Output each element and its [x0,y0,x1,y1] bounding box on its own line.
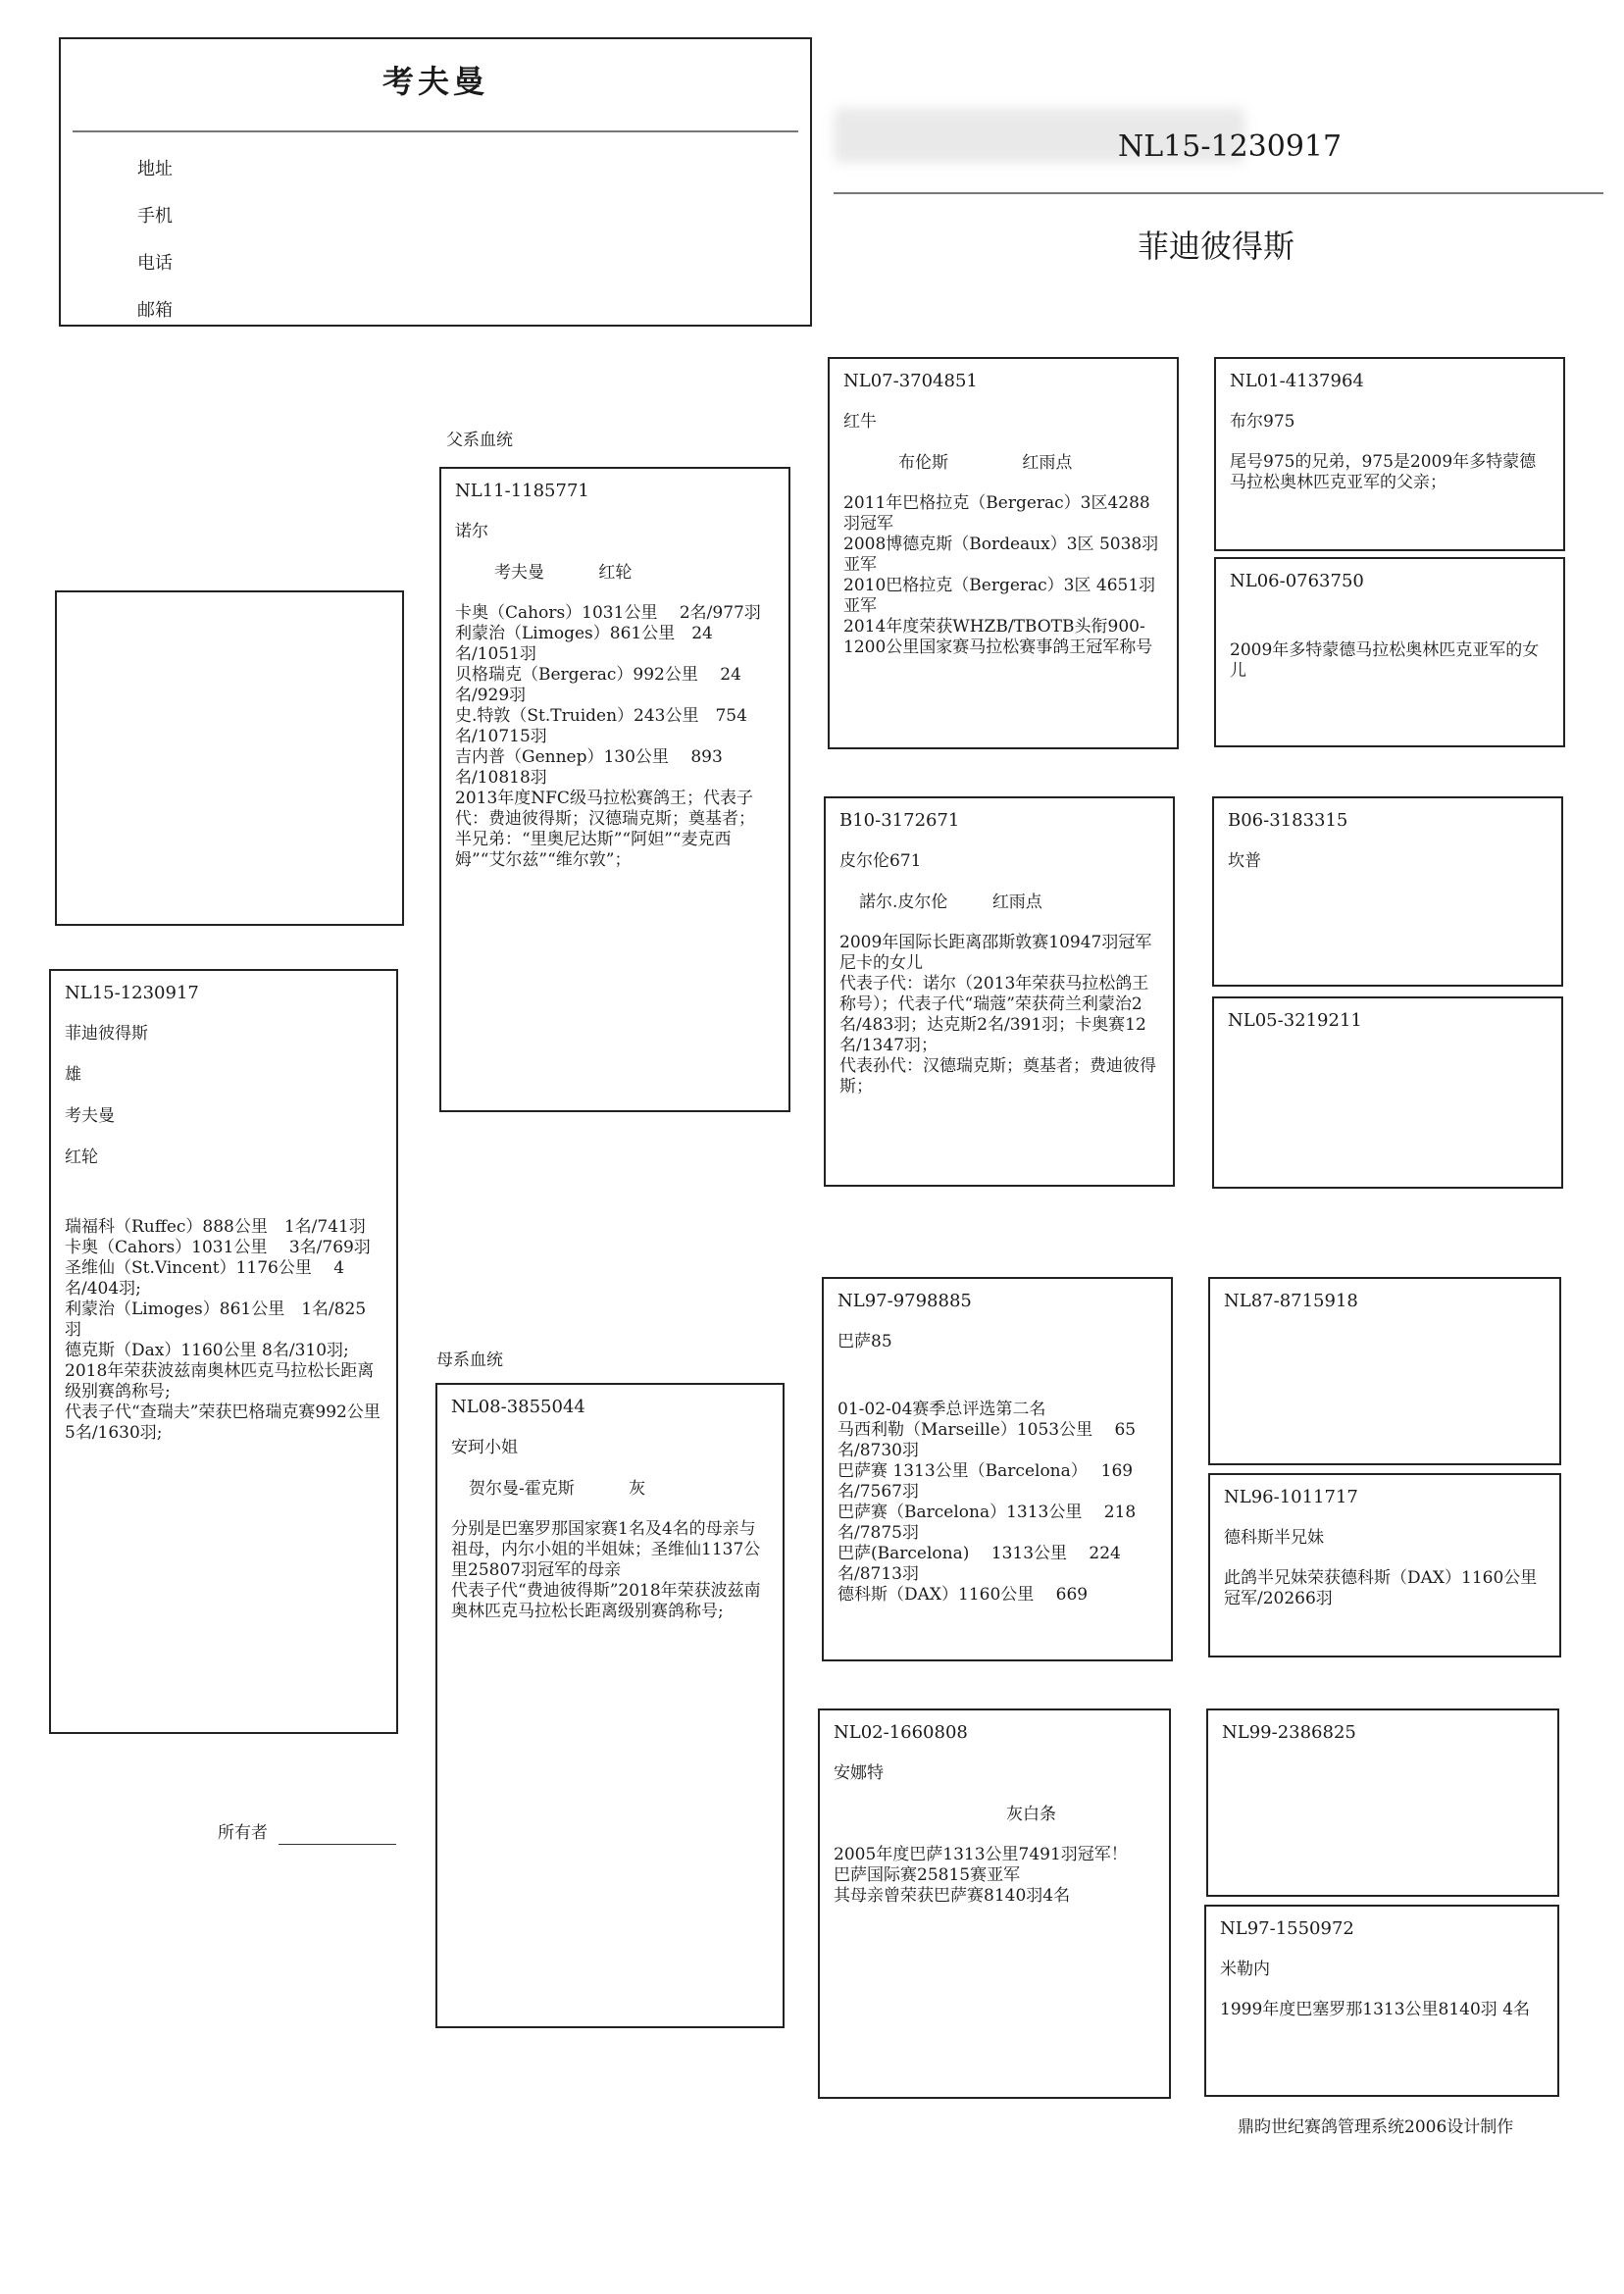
ssd-ring: NL06-0763750 [1230,571,1364,591]
sds-ring: B06-3183315 [1228,810,1348,831]
sire-sire-box [828,357,1179,749]
mobile-label: 手机 [137,206,173,227]
subject-results: 瑞福科（Ruffec）888公里 1名/741羽 卡奥（Cahors）1031公里 3名/769羽 圣维仙（St.Vincent）1176公里 4名/404羽; 利蒙治（Limoges）861公里 1名/825羽 德克斯（Dax）1160公里 8名/310羽; 2018年荣获波兹南奥林匹克马拉松长距离级别赛鸽称号; 代表子代“查瑞夫”荣获巴格瑞克赛992公里5名/1630羽; [65,1217,381,1443]
sd-breeder: 諾尔.皮尔伦 [859,892,948,912]
sd-ring: B10-3172671 [839,810,960,831]
ss-color: 红雨点 [1022,453,1073,473]
ddd-ring: NL97-1550972 [1220,1918,1354,1939]
ss-name: 红牛 [843,412,877,432]
dd-ring: NL02-1660808 [834,1722,968,1743]
owner-divider [73,130,798,132]
dam-dam-box [818,1708,1171,2099]
ss-breeder: 布伦斯 [898,453,948,473]
owner-header-box [59,37,812,327]
sdd-ring: NL05-3219211 [1228,1010,1362,1031]
dsd-notes: 此鸽半兄妹荣获德科斯（DAX）1160公里 冠军/20266羽 [1224,1568,1543,1608]
dam-color: 灰 [629,1479,646,1499]
sdd-box [1212,996,1563,1189]
owner-name: 考夫曼 [381,63,488,100]
sire-name: 诺尔 [455,522,488,541]
main-divider [834,192,1603,194]
sire-color: 红轮 [598,563,633,583]
dsd-name: 德科斯半兄妹 [1224,1528,1324,1548]
subject-ring: NL15-1230917 [65,983,199,1003]
subject-sex: 雄 [65,1065,81,1085]
dd-color: 灰白条 [1006,1805,1056,1824]
photo-placeholder [55,590,404,926]
ss-notes: 2011年巴格拉克（Bergerac）3区4288羽冠军 2008博德克斯（Bordeaux）3区 5038羽 亚军 2010巴格拉克（Bergerac）3区 4651羽亚军 2014年度荣获WHZB/TBOTB头衔900-1200公里国家赛马拉松赛事鸽王冠军称号 [843,493,1159,657]
dam-breeder: 贺尔曼-霍克斯 [469,1479,575,1499]
ds-name: 巴萨85 [837,1332,892,1351]
sire-breeder: 考夫曼 [494,563,544,583]
owner-label: 所有者 [218,1823,268,1843]
sss-ring: NL01-4137964 [1230,371,1364,391]
dam-ring: NL08-3855044 [451,1397,585,1417]
subject-name: 菲迪彼得斯 [65,1024,148,1044]
sss-notes: 尾号975的兄弟，975是2009年多特蒙德马拉松奥林匹克亚军的父亲； [1230,452,1537,492]
sds-name: 坎普 [1228,851,1261,871]
ds-notes: 01-02-04赛季总评选第二名 马西利勒（Marseille）1053公里 65名/8730羽 巴萨赛 1313公里（Barcelona） 169名/7567羽 巴萨赛（Barcelona）1313公里 218名/7875羽 巴萨(Barcelona) 1313公里 224名/8713羽 德科斯（DAX）1160公里 669 [837,1400,1137,1605]
ds-ring: NL97-9798885 [837,1291,972,1311]
dam-box [435,1383,785,2028]
ssd-notes: 2009年多特蒙德马拉松奥林匹克亚军的女儿 [1230,640,1540,681]
main-name: 菲迪彼得斯 [1138,228,1295,265]
ss-ring: NL07-3704851 [843,371,978,391]
dam-notes: 分别是巴塞罗那国家赛1名及4名的母亲与祖母，内尔小姐的半姐妹；圣维仙1137公里25807羽冠军的母亲 代表子代“费迪彼得斯”2018年荣获波兹南奥林匹克马拉松长距离级别赛鸽称号; [451,1519,761,1621]
sd-name: 皮尔伦671 [839,851,922,871]
dds-ring: NL99-2386825 [1222,1722,1356,1743]
ssd-box [1214,557,1565,747]
footer-credit: 鼎昀世纪赛鸽管理系统2006设计制作 [1238,2117,1514,2137]
phone-label: 电话 [137,253,173,274]
ddd-box [1204,1905,1559,2097]
dsd-ring: NL96-1011717 [1224,1487,1358,1507]
dss-ring: NL87-8715918 [1224,1291,1358,1311]
sire-side-label: 父系血统 [446,431,513,450]
email-label: 邮箱 [137,300,173,321]
owner-signature-line [279,1844,396,1845]
sire-box [439,467,790,1112]
dsd-box [1208,1473,1561,1657]
ddd-notes: 1999年度巴塞罗那1313公里8140羽 4名 [1220,2000,1531,2019]
dd-notes: 2005年度巴萨1313公里7491羽冠军！ 巴萨国际赛25815赛亚军 其母亲曾荣获巴萨赛8140羽4名 [834,1845,1128,1906]
sss-name: 布尔975 [1230,412,1295,432]
sss-box [1214,357,1565,551]
dd-name: 安娜特 [834,1763,884,1783]
subject-color: 红轮 [65,1147,98,1167]
sd-notes: 2009年国际长距离邵斯敦赛10947羽冠军尼卡的女儿 代表子代：诺尔（2013年荣获马拉松鸽王称号）；代表子代“瑞蔻”荣获荷兰利蒙治2名/483羽；达克斯2名/391羽；卡奥赛12名/1347羽； 代表孙代：汉德瑞克斯；奠基者；费迪彼得斯； [839,933,1156,1096]
sd-color: 红雨点 [991,892,1042,912]
address-label: 地址 [137,159,173,179]
sds-box [1212,796,1563,987]
dam-sire-box [822,1277,1173,1661]
sire-dam-box [824,796,1175,1187]
subject-box [49,969,398,1734]
subject-breeder: 考夫曼 [65,1106,115,1126]
dam-name: 安珂小姐 [451,1438,518,1457]
sire-notes: 卡奥（Cahors）1031公里 2名/977羽 利蒙治（Limoges）861公里 24名/1051羽 贝格瑞克（Bergerac）992公里 24名/929羽 史.特敦（St.Truiden）243公里 754名/10715羽 吉内普（Gennep）130公里 893名/10818羽 2013年度NFC级马拉松赛鸽王；代表子代：费迪彼得斯；汉德瑞克斯；奠基者； 半兄弟：“里奥尼达斯”“阿妲”“麦克西姆”“艾尔兹”“维尔敦”； [455,603,761,870]
dds-box [1206,1708,1559,1897]
main-ring-number: NL15-1230917 [1118,129,1343,164]
dam-side-label: 母系血统 [436,1351,503,1370]
sire-ring: NL11-1185771 [455,481,589,501]
ddd-name: 米勒内 [1220,1960,1270,1979]
dss-box [1208,1277,1561,1465]
